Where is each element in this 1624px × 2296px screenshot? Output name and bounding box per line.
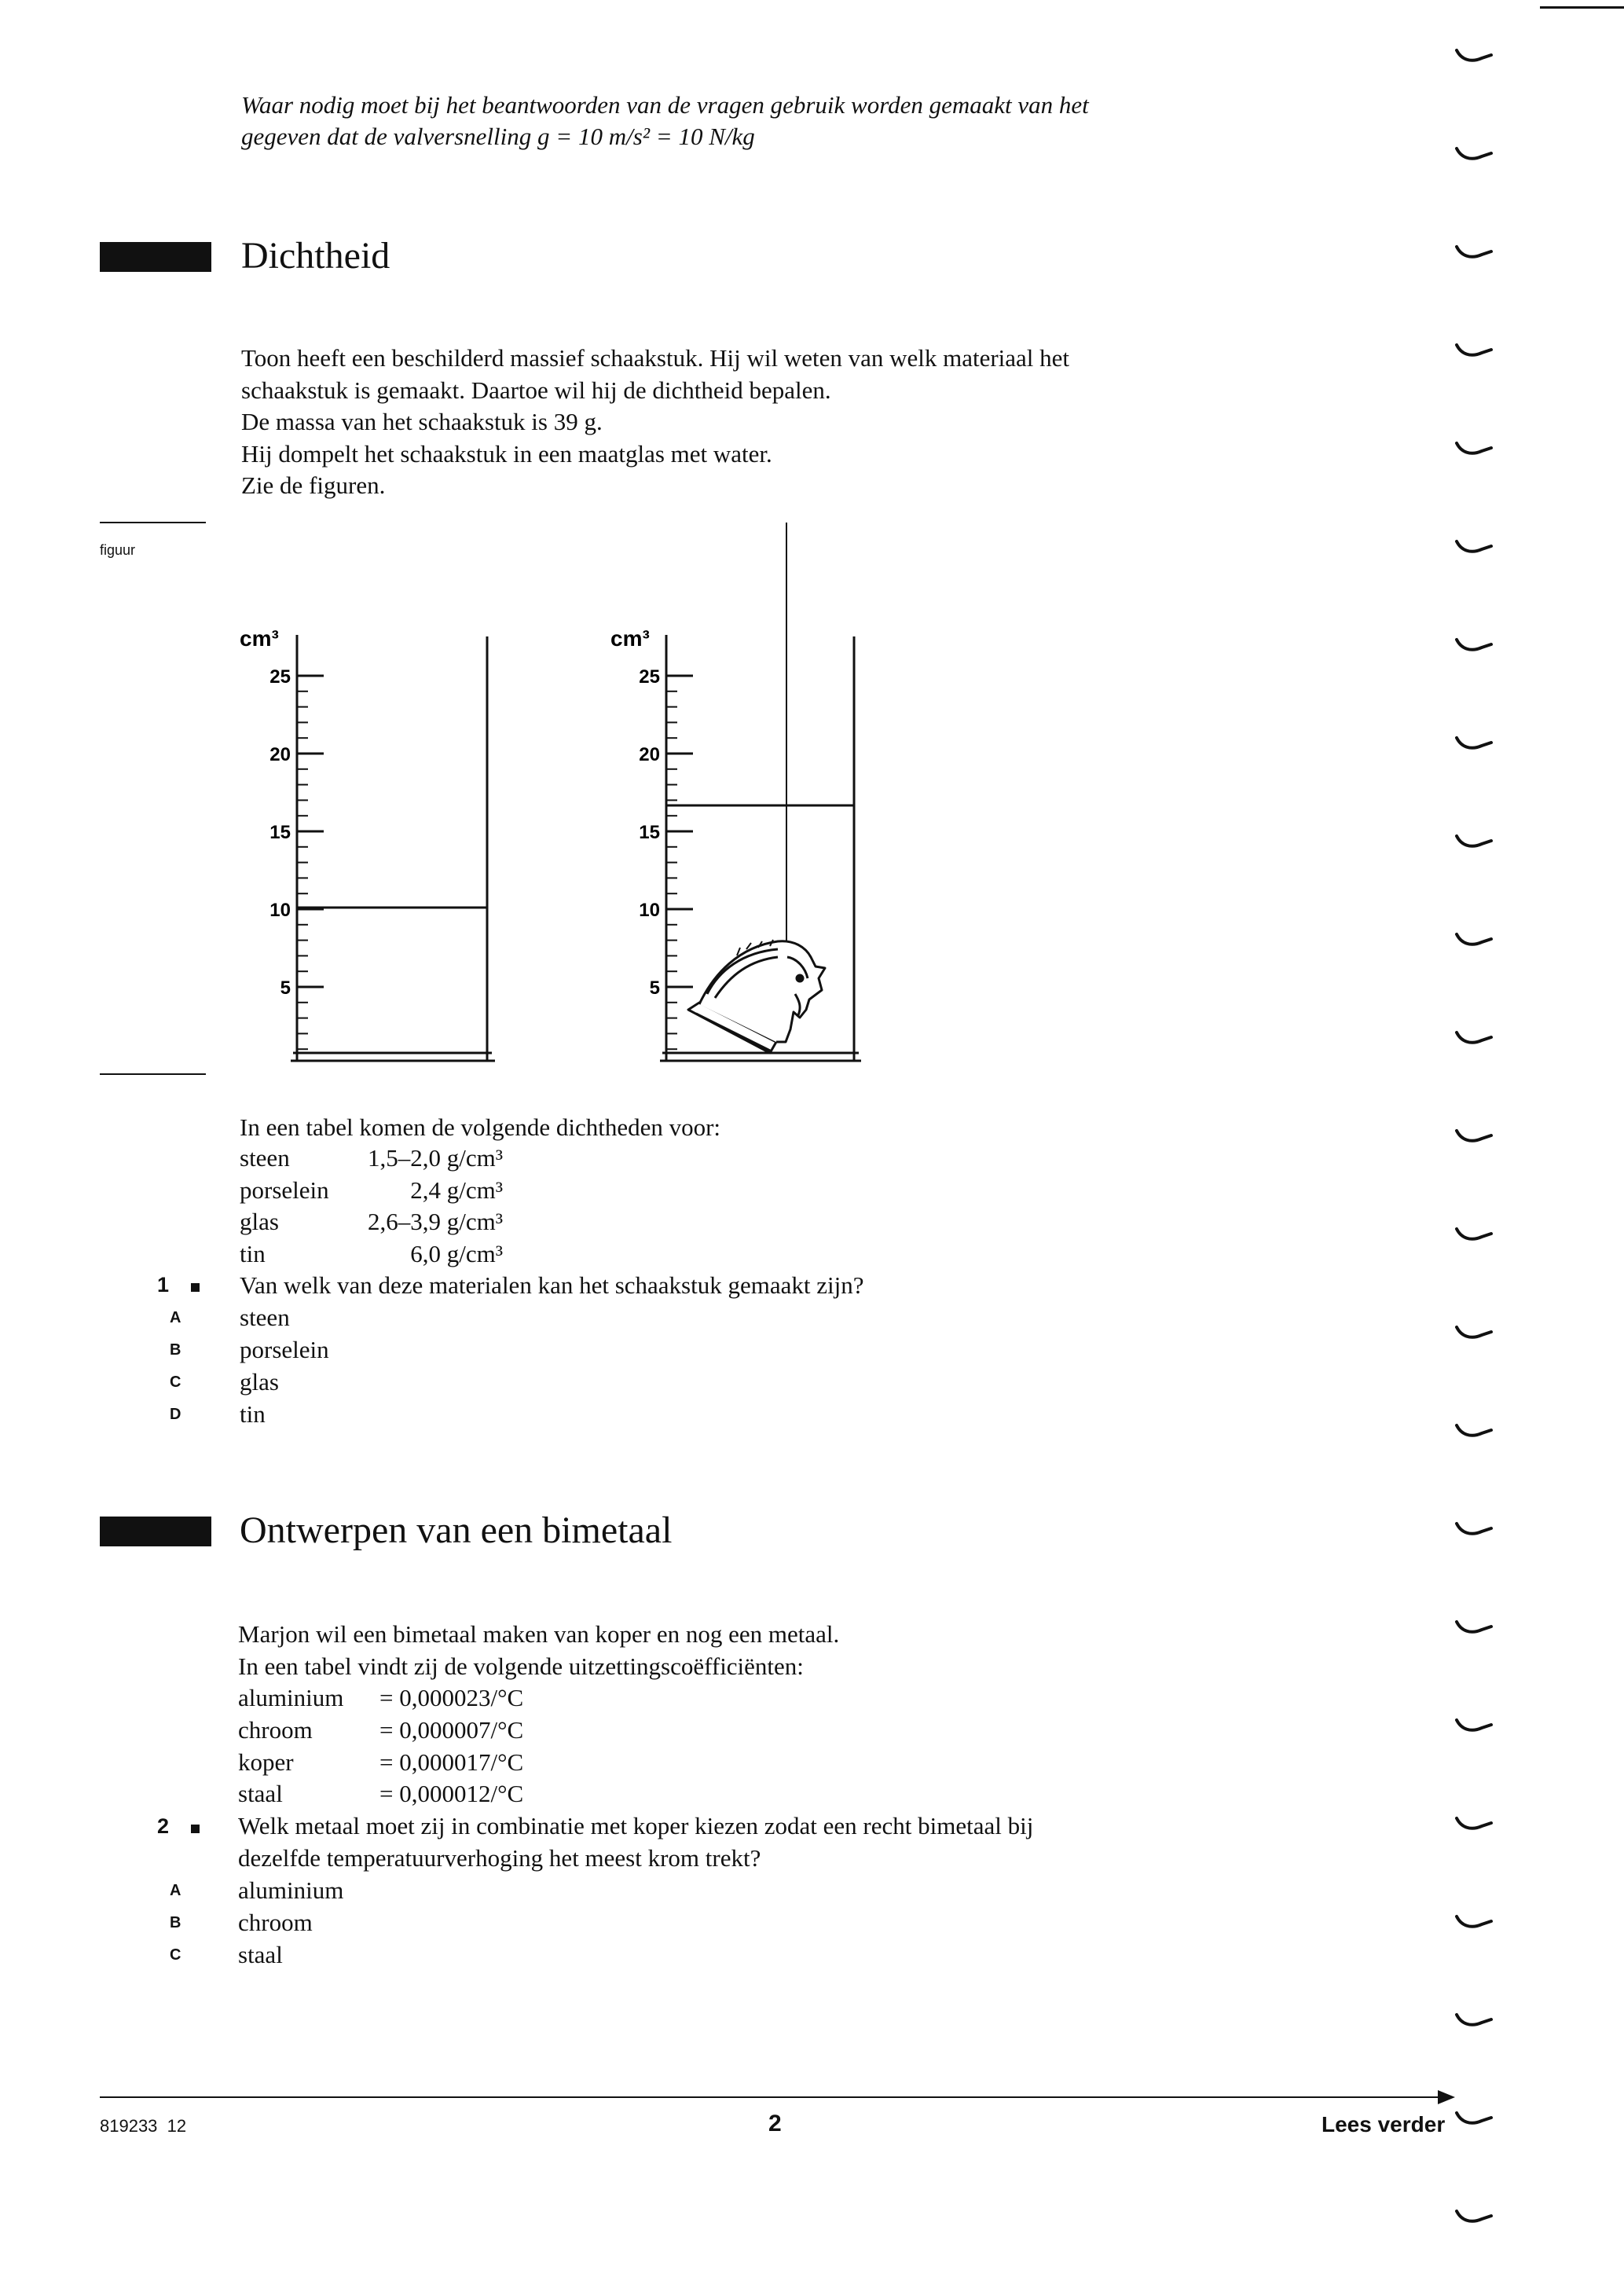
scan-mark-icon bbox=[1454, 47, 1502, 66]
figure-bottom-rule bbox=[100, 1073, 206, 1075]
section1-paragraph-line-1: Toon heeft een beschilderd massief schaakstuk. Hij wil weten van welk materiaal het bbox=[241, 344, 1070, 372]
question-2-option-a-letter: A bbox=[170, 1882, 181, 1899]
scan-mark-icon bbox=[1454, 1815, 1502, 1834]
density-table-intro: In een tabel komen de volgende dichtheden voor: bbox=[240, 1113, 721, 1141]
section-marker-1 bbox=[100, 242, 211, 272]
scale-label-20-left: 20 bbox=[269, 744, 291, 765]
scan-mark-icon bbox=[1454, 1128, 1502, 1146]
footer-code: 819233 12 bbox=[100, 2116, 187, 2136]
scan-mark-icon bbox=[1454, 931, 1502, 950]
scan-mark-icon bbox=[1454, 2012, 1502, 2030]
scan-mark-icon bbox=[1454, 1324, 1502, 1343]
scan-mark-icon bbox=[1454, 145, 1502, 164]
density-row-2-material: porselein bbox=[240, 1176, 329, 1204]
coefficient-row-2-value: = 0,000007/°C bbox=[379, 1716, 524, 1744]
question-1-text: Van welk van deze materialen kan het schaakstuk gemaakt zijn? bbox=[240, 1271, 864, 1299]
section-title-dichtheid: Dichtheid bbox=[241, 235, 390, 277]
arrow-right-icon bbox=[1438, 2089, 1457, 2106]
unit-label-right: cm³ bbox=[610, 626, 650, 651]
cylinder-right bbox=[610, 523, 861, 1061]
scale-label-5-left: 5 bbox=[280, 977, 291, 999]
section-title-bimetaal: Ontwerpen van een bimetaal bbox=[240, 1509, 673, 1551]
density-row-1-material: steen bbox=[240, 1144, 290, 1172]
coefficient-row-1-value: = 0,000023/°C bbox=[379, 1684, 524, 1711]
scale-ticks-right bbox=[666, 676, 693, 1049]
scan-mark-icon bbox=[1454, 833, 1502, 852]
density-row-4-material: tin bbox=[240, 1240, 266, 1267]
scale-label-20-right: 20 bbox=[639, 744, 660, 765]
scan-mark-icon bbox=[1454, 636, 1502, 655]
scan-mark-icon bbox=[1454, 440, 1502, 459]
scan-mark-icon bbox=[1454, 1029, 1502, 1048]
scan-mark-icon bbox=[1454, 1422, 1502, 1441]
coefficient-row-4-value: = 0,000012/°C bbox=[379, 1780, 524, 1807]
question-2-text-line-1: Welk metaal moet zij in combinatie met koper kiezen zodat een recht bimetaal bij bbox=[238, 1812, 1034, 1839]
unit-label-left: cm³ bbox=[240, 626, 279, 651]
section1-paragraph-line-5: Zie de figuren. bbox=[241, 471, 386, 499]
scan-mark-icon bbox=[1454, 538, 1502, 557]
chess-knight-icon bbox=[688, 940, 825, 1053]
density-row-3-material: glas bbox=[240, 1208, 279, 1235]
density-row-3-value: 2,6–3,9 g/cm³ bbox=[367, 1208, 503, 1235]
figure-label: figuur bbox=[100, 542, 136, 558]
scale-label-15-right: 15 bbox=[639, 822, 660, 843]
scan-mark-icon bbox=[1454, 735, 1502, 754]
coefficient-row-3-metal: koper bbox=[238, 1748, 294, 1776]
question-2-option-c[interactable]: staal bbox=[238, 1941, 283, 1968]
scale-label-15-left: 15 bbox=[269, 822, 291, 843]
coefficient-row-2-metal: chroom bbox=[238, 1716, 313, 1744]
scan-mark-icon bbox=[1454, 2208, 1502, 2227]
question-1-option-c-letter: C bbox=[170, 1374, 181, 1391]
question-2-option-b-letter: B bbox=[170, 1914, 181, 1931]
question-2-option-b[interactable]: chroom bbox=[238, 1909, 313, 1936]
footer-rule bbox=[100, 2096, 1443, 2098]
density-row-1-value: 1,5–2,0 g/cm³ bbox=[367, 1144, 503, 1172]
question-1-option-d-letter: D bbox=[170, 1406, 181, 1423]
figure-top-rule bbox=[100, 522, 206, 523]
coefficient-row-3-value: = 0,000017/°C bbox=[379, 1748, 524, 1776]
scale-ticks-left bbox=[297, 676, 324, 1049]
section2-paragraph-line-2: In een tabel vindt zij de volgende uitzettingscoëfficiënten: bbox=[238, 1652, 804, 1680]
section1-paragraph-line-3: De massa van het schaakstuk is 39 g. bbox=[241, 408, 603, 435]
question-1-option-d[interactable]: tin bbox=[240, 1400, 266, 1428]
scan-mark-icon bbox=[1454, 1226, 1502, 1245]
question-1-number: 1 bbox=[157, 1273, 170, 1297]
question-1-bullet bbox=[191, 1283, 200, 1292]
scan-mark-icon bbox=[1454, 244, 1502, 262]
density-row-2-value: 2,4 g/cm³ bbox=[410, 1176, 503, 1204]
question-1-option-b-letter: B bbox=[170, 1341, 181, 1359]
question-2-bullet bbox=[191, 1825, 200, 1833]
question-2-text-line-2: dezelfde temperatuurverhoging het meest krom trekt? bbox=[238, 1844, 761, 1872]
question-1-option-b[interactable]: porselein bbox=[240, 1336, 329, 1363]
scan-mark-icon bbox=[1454, 1619, 1502, 1638]
question-1-option-a[interactable]: steen bbox=[240, 1304, 290, 1331]
scan-mark-icon bbox=[1454, 1913, 1502, 1932]
intro-line-1: Waar nodig moet bij het beantwoorden van de vragen gebruik worden gemaakt van het bbox=[241, 91, 1089, 119]
corner-mark bbox=[1540, 6, 1624, 9]
section-marker-2 bbox=[100, 1517, 211, 1546]
coefficient-row-1-metal: aluminium bbox=[238, 1684, 344, 1711]
scale-label-25-left: 25 bbox=[269, 666, 291, 688]
scan-mark-icon bbox=[1454, 1520, 1502, 1539]
continue-label: Lees verder bbox=[1322, 2112, 1446, 2136]
coefficient-row-4-metal: staal bbox=[238, 1780, 283, 1807]
question-1-option-a-letter: A bbox=[170, 1309, 181, 1326]
scale-label-10-left: 10 bbox=[269, 900, 291, 921]
question-2-number: 2 bbox=[157, 1814, 170, 1838]
scale-label-10-right: 10 bbox=[639, 900, 660, 921]
scan-mark-icon bbox=[1454, 1717, 1502, 1736]
page-number: 2 bbox=[768, 2111, 782, 2136]
cylinder-left bbox=[240, 626, 495, 1061]
question-2-option-a[interactable]: aluminium bbox=[238, 1876, 344, 1904]
question-2-option-c-letter: C bbox=[170, 1946, 181, 1964]
section1-paragraph-line-2: schaakstuk is gemaakt. Daartoe wil hij de dichtheid bepalen. bbox=[241, 376, 831, 404]
section2-paragraph-line-1: Marjon wil een bimetaal maken van koper en nog een metaal. bbox=[238, 1620, 840, 1648]
density-row-4-value: 6,0 g/cm³ bbox=[410, 1240, 503, 1267]
section1-paragraph-line-4: Hij dompelt het schaakstuk in een maatglas met water. bbox=[241, 440, 772, 468]
scan-mark-icon bbox=[1454, 2110, 1502, 2129]
measuring-cylinders-figure bbox=[228, 519, 880, 1084]
scale-label-25-right: 25 bbox=[639, 666, 660, 688]
scan-mark-icon bbox=[1454, 342, 1502, 361]
intro-line-2: gegeven dat de valversnelling g = 10 m/s² = 10 N/kg bbox=[241, 123, 755, 150]
scale-label-5-right: 5 bbox=[649, 977, 660, 999]
question-1-option-c[interactable]: glas bbox=[240, 1368, 279, 1396]
